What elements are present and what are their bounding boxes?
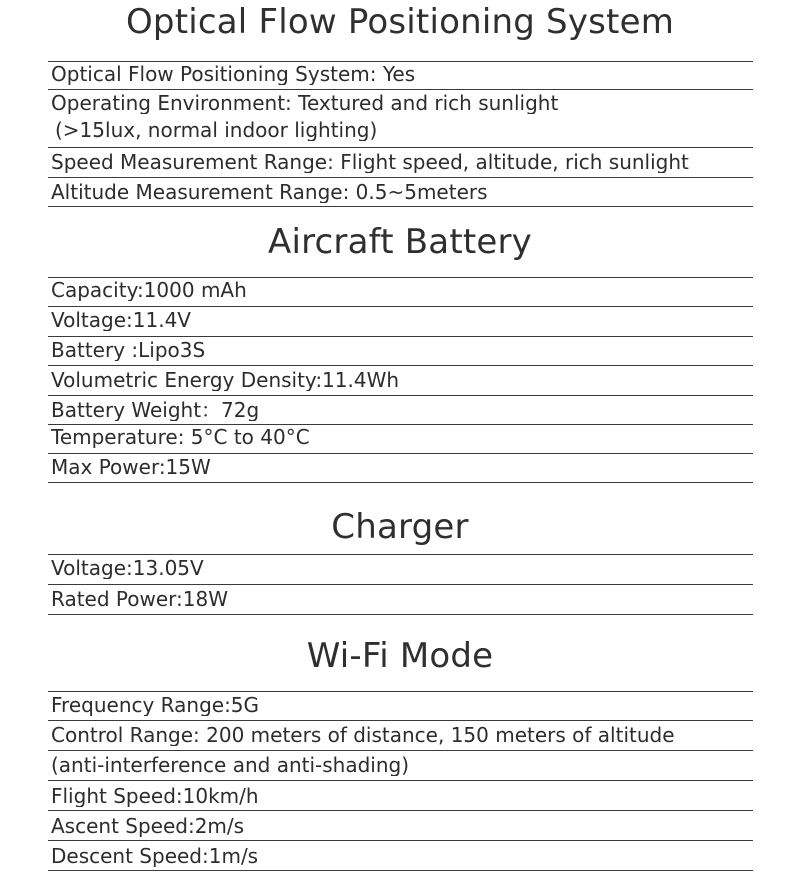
spec-descent-speed: Descent Speed:1m/s xyxy=(51,845,259,867)
divider xyxy=(48,554,753,555)
divider xyxy=(48,177,753,178)
divider xyxy=(48,870,753,871)
divider xyxy=(48,206,753,207)
spec-flight-speed: Flight Speed:10km/h xyxy=(51,785,259,807)
section-title-aircraft-battery: Aircraft Battery xyxy=(268,222,532,262)
spec-speed-measurement-range: Speed Measurement Range: Flight speed, altitude, rich sunlight xyxy=(51,151,689,173)
divider xyxy=(48,584,753,585)
spec-ascent-speed: Ascent Speed:2m/s xyxy=(51,815,245,837)
spec-frequency-range: Frequency Range:5G xyxy=(51,694,260,716)
divider xyxy=(48,365,753,366)
divider xyxy=(48,482,753,483)
section-title-optical-flow: Optical Flow Positioning System xyxy=(125,2,675,42)
divider xyxy=(48,147,753,148)
spec-battery-type: Battery :Lipo3S xyxy=(51,339,206,361)
divider xyxy=(48,810,753,811)
divider xyxy=(48,61,753,62)
divider xyxy=(48,720,753,721)
section-title-charger: Charger xyxy=(331,507,469,547)
divider xyxy=(48,336,753,337)
divider xyxy=(48,277,753,278)
divider xyxy=(48,691,753,692)
spec-operating-environment: Operating Environment: Textured and rich sunlight xyxy=(51,92,559,114)
divider xyxy=(48,840,753,841)
spec-capacity: Capacity:1000 mAh xyxy=(51,279,247,301)
spec-charger-voltage: Voltage:13.05V xyxy=(51,557,204,579)
divider xyxy=(48,89,753,90)
spec-energy-density: Volumetric Energy Density:11.4Wh xyxy=(51,369,400,391)
spec-control-range: Control Range: 200 meters of distance, 150 meters of altitude xyxy=(51,724,675,746)
spec-battery-weight: Battery Weight：72g xyxy=(51,399,260,421)
divider xyxy=(48,750,753,751)
section-title-wifi-mode: Wi-Fi Mode xyxy=(306,636,494,676)
spec-temperature: Temperature: 5°C to 40°C xyxy=(51,426,310,448)
spec-operating-environment-note: (>15lux, normal indoor lighting) xyxy=(55,119,378,141)
spec-altitude-measurement-range: Altitude Measurement Range: 0.5~5meters xyxy=(51,181,488,203)
spec-control-range-note: (anti-interference and anti-shading) xyxy=(51,754,410,776)
divider xyxy=(48,306,753,307)
divider xyxy=(48,424,753,425)
divider xyxy=(48,395,753,396)
divider xyxy=(48,780,753,781)
spec-optical-flow: Optical Flow Positioning System: Yes xyxy=(51,63,416,85)
spec-voltage: Voltage:11.4V xyxy=(51,309,191,331)
divider xyxy=(48,614,753,615)
divider xyxy=(48,453,753,454)
spec-rated-power: Rated Power:18W xyxy=(51,588,228,610)
spec-max-power: Max Power:15W xyxy=(51,456,211,478)
